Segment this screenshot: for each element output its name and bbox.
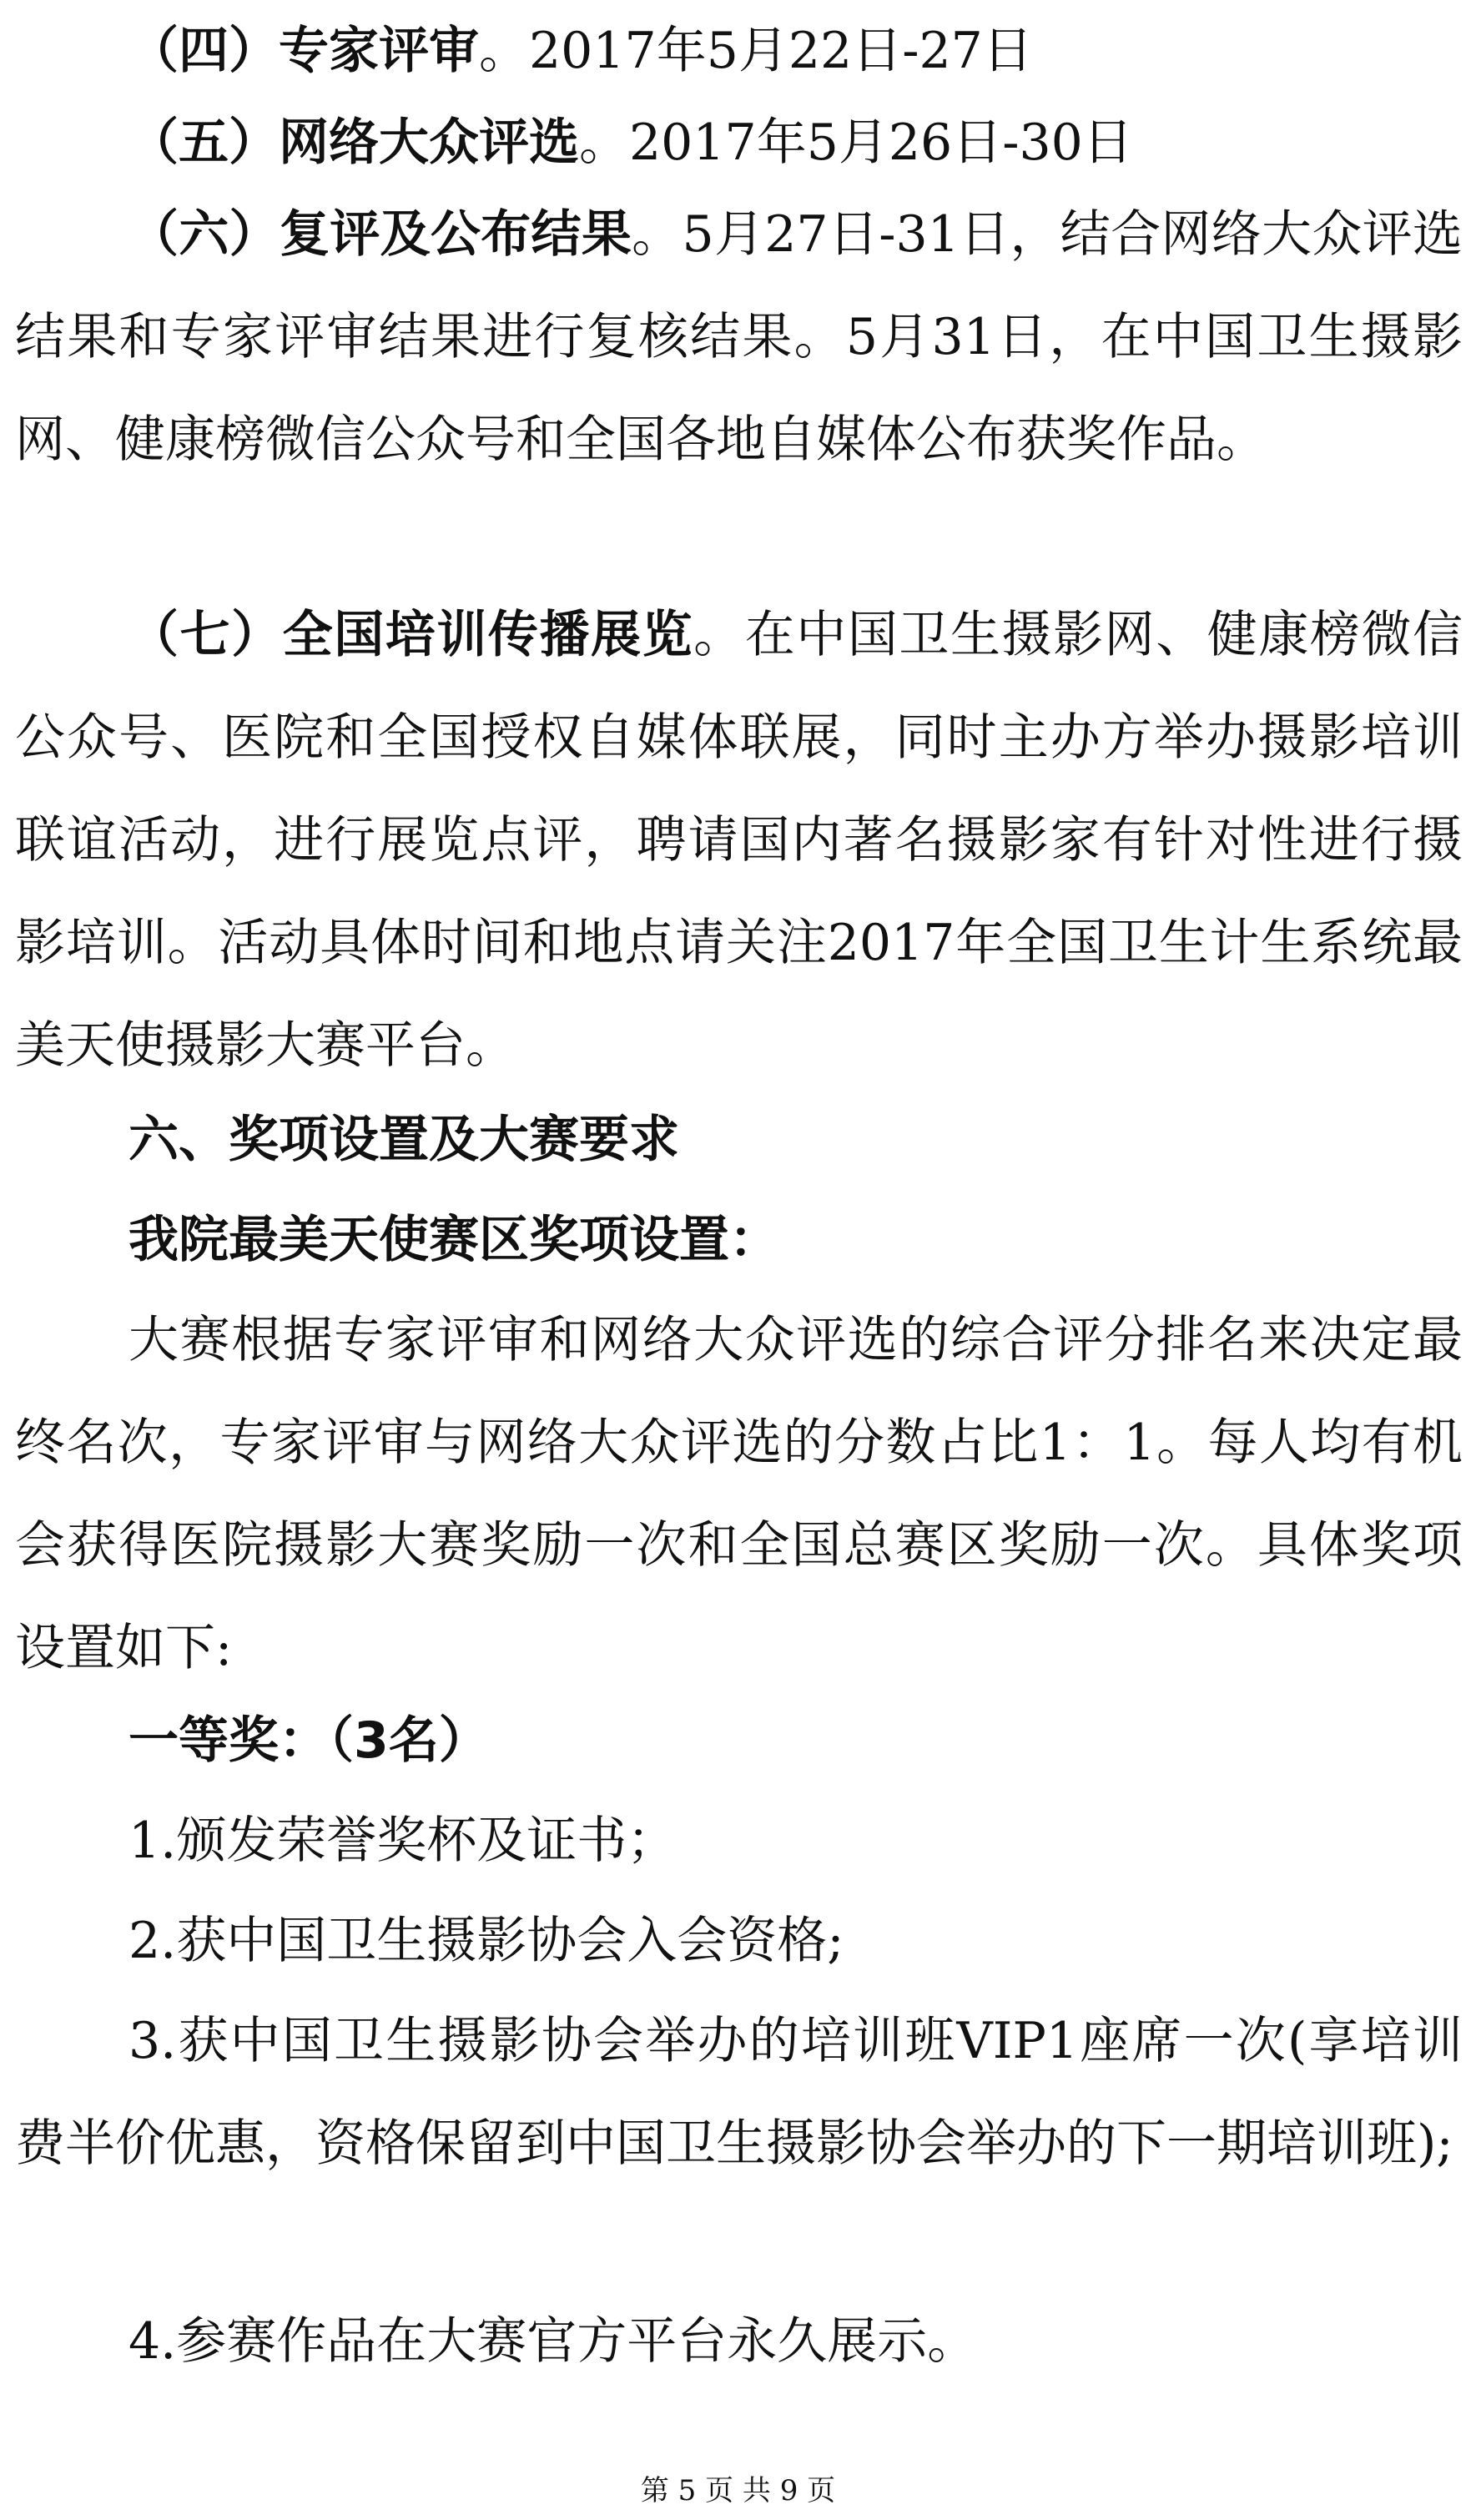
schedule-item-training-exhibition: [15, 584, 1463, 1097]
schedule-item-results: [15, 184, 1463, 491]
section-intro: 大赛根据专家评审和网络大众评选的综合评分排名来决定最终名次，专家评审与网络大众评选的分数占比1：1。每人均有机会获得医院摄影大赛奖励一次和全国总赛区奖励一次。具体奖项设置如下:: [15, 1311, 1463, 1677]
schedule-item-text: 。在中国卫生摄影网、健康榜微信公众号、医院和全国授权自媒体联展，同时主办方举办摄影培训联谊活动，进行展览点评，聘请国内著名摄影家有针对性进行摄影培训。活动具体时间和地点请关注2017年全国卫生计生系统最美天使摄影大赛平台。: [15, 606, 1463, 1075]
first-prize-title: 一等奖：（3名）: [128, 1711, 489, 1770]
section-subtitle: 我院最美天使赛区奖项设置：: [128, 1211, 779, 1269]
schedule-item-label: （七）全国培训传播展览: [128, 606, 694, 664]
first-prize-item: 3.获中国卫生摄影协会举办的培训班VIP1座席一次(享培训费半价优惠，资格保留到中国卫生摄影协会举办的下一期培训班);: [15, 2012, 1463, 2173]
schedule-item-text: 。5月27日-31日，结合网络大众评选结果和专家评审结果进行复核结果。5月31日，在中国卫生摄影网、健康榜微信公众号和全国各地自媒体公布获奖作品。: [15, 205, 1463, 469]
schedule-item-label: （六）复评及公布结果: [128, 205, 632, 264]
first-prize-item: 1.颁发荣誉奖杯及证书；: [128, 1812, 678, 1870]
first-prize-item: 2.获中国卫生摄影协会入会资格;: [128, 1912, 844, 1970]
schedule-item-label: （四）专家评审: [128, 22, 479, 80]
schedule-item-label: （五）网络大众评选: [128, 113, 579, 172]
section-title: 六、奖项设置及大赛要求: [128, 1111, 679, 1169]
page-number-footer: 第 5 页 共 9 页: [640, 2474, 836, 2507]
first-prize-item: 4.参赛作品在大赛官方平台永久展示。: [128, 2312, 978, 2371]
schedule-item-public-vote: [15, 92, 1463, 194]
schedule-item-text: 。2017年5月26日-30日: [579, 113, 1133, 172]
schedule-item-expert-review: [15, 0, 1463, 103]
schedule-item-text: 。2017年5月22日-27日: [479, 22, 1033, 80]
